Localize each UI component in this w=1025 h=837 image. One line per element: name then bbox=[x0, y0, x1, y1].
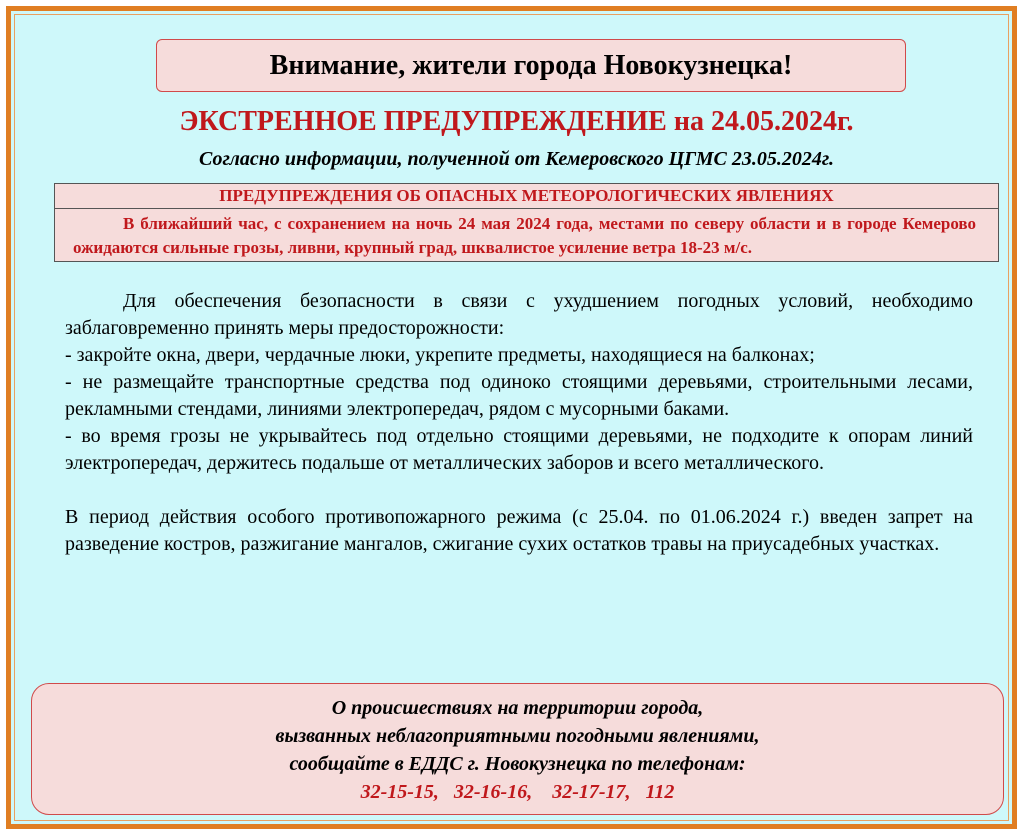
paragraph-gap bbox=[65, 477, 973, 504]
attention-text: Внимание, жители города Новокузнецка! bbox=[269, 49, 793, 81]
warning-heading: ПРЕДУПРЕЖДЕНИЯ ОБ ОПАСНЫХ МЕТЕОРОЛОГИЧЕСКИХ ЯВЛЕНИЯХ bbox=[55, 184, 998, 209]
instruction-item: - во время грозы не укрывайтесь под отдельно стоящими деревьями, не подходите к опорам линий электропередач, держитесь подальше от металлических заборов и всего металлического. bbox=[65, 425, 973, 474]
contact-box bbox=[31, 683, 1004, 815]
warning-text: В ближайший час, с сохранением на ночь 24 мая 2024 года, местами по северу области и в городе Кемерово ожидаются сильные грозы, ливни, крупный град, шквалистое усиление ветра 18-23 м/с. bbox=[73, 214, 976, 257]
source-subtitle: Согласно информации, полученной от Кемеровского ЦГМС 23.05.2024г. bbox=[199, 148, 834, 170]
emergency-title: ЭКСТРЕННОЕ ПРЕДУПРЕЖДЕНИЕ на 24.05.2024г. bbox=[179, 106, 854, 137]
contact-line: О происшествиях на территории города, bbox=[331, 697, 704, 719]
warning-table bbox=[54, 183, 999, 262]
instructions-intro: Для обеспечения безопасности в связи с ухудшением погодных условий, необходимо заблаговременно принять меры предосторожности: bbox=[65, 290, 973, 339]
notice-frame bbox=[6, 6, 1017, 829]
attention-banner bbox=[156, 39, 906, 92]
instruction-item: - не размещайте транспортные средства под одиноко стоящими деревьями, строительными лесами, рекламными стендами, линиями электропередач, рядом с мусорными баками. bbox=[65, 371, 973, 420]
contact-line: вызванных неблагоприятными погодными явлениями, bbox=[275, 725, 760, 747]
contact-line: сообщайте в ЕДДС г. Новокузнецка по телефонам: bbox=[289, 753, 746, 775]
safety-instructions bbox=[65, 288, 973, 558]
phone-numbers: 32-15-15, 32-16-16, 32-17-17, 112 bbox=[360, 781, 675, 803]
fire-regime-text: В период действия особого противопожарного режима (с 25.04. по 01.06.2024 г.) введен запрет на разведение костров, разжигание мангалов, сжигание сухих остатков травы на приусадебных участках. bbox=[65, 506, 973, 555]
instruction-item: - закройте окна, двери, чердачные люки, укрепите предметы, находящиеся на балконах; bbox=[65, 344, 815, 366]
